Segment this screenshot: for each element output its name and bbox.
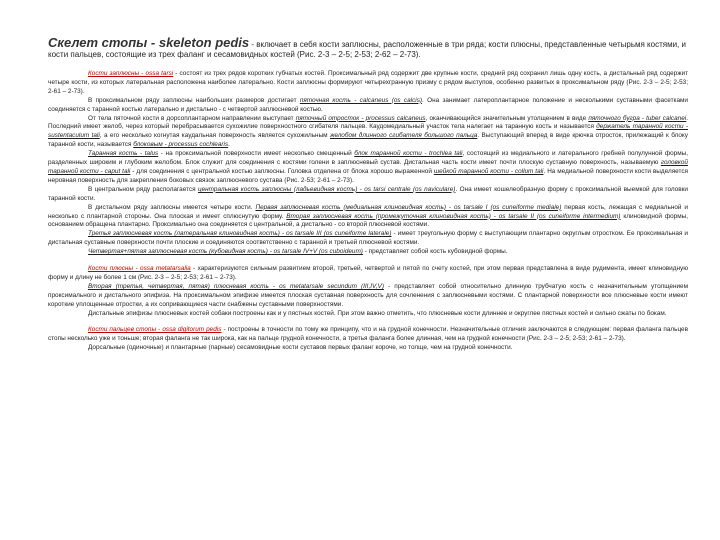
text-run: . На медиальной поверхности кости выделяется неровная поверхность для закрепления боковых связок заплюсневого сустава (Рис. 2-53; 2-61 – 2-73). <box>48 167 689 184</box>
title-heading: Скелет стопы - skeleton pedis <box>48 35 250 50</box>
text-run: - для соединения с центральной костью заплюсны. Головка отделена от блока хорошо выраженной <box>130 167 434 175</box>
text-run: первая кость, лежащая с медиальной и несколько с плантарной стороны. Она плоская и имеет сплюснутую форму. <box>48 203 688 220</box>
document-body <box>48 70 688 353</box>
paragraph-metatarsal-2-5 <box>48 283 688 310</box>
paragraph-calcaneus <box>48 97 688 115</box>
title-rest: - включает в себя кости заплюсны, расположенные в три ряда; кости плюсны, представленные четырьмя костями, и кости пальцев, состоящие из трех фаланг и сесамовидных костей (Рис. 2-3 – 2-5; 2-53; 2-62 – 2-73). <box>48 40 686 59</box>
term-processus-calcaneus: пяточный отросток - processus calcaneus <box>295 114 426 122</box>
paragraph-text: - построены в точности по тому же принципу, что и на грудной конечности. Незначительные отличия заключаются в следующем: первая фаланга пальцев стопы несколько уже и тоньше; вторая фаланга не так широка, как на пальце грудной конечности, а третья фаланга более длинная, чем на грудной конечности (Рис. 2-3 – 2-5; 2-53; 2-61 – 2-73). <box>48 326 689 343</box>
term-sustentaculum-tali: держатель таранной кости - sustentaculum tali <box>48 123 688 140</box>
term-talus: Таранная кость - talus <box>88 150 159 158</box>
term-os-tarsale-4-5: Четвертая+пятая заплюсневая кость (кубовидная кость) - os tarsale IV+V (os cuboideum) <box>88 248 363 256</box>
term-os-tarsale-2: Вторая заплюсневая кость (промежуточная клиновидная кость) - os tarsale II (os cuneiforme intermedium) <box>286 212 621 220</box>
term-ossa-tarsi: Кости заплюсны - ossa tarsi <box>88 70 174 77</box>
text-run: . Последний имеет желоб, через который перебрасывается сухожилие поверхностного сгибателя пальцев. Каудомедиальный участок тела налегает на таранную кость и называется <box>48 114 688 131</box>
term-flexor-groove: желобом длинного сгибателя большого пальца <box>329 132 478 140</box>
paragraph-text: - состоят из трех рядов коротких губчатых костей. Проксимальный ряд содержит две крупные кости, средний ряд сохранил лишь одну кость, а дистальный ряд содержит четыре кости, из которых латеральная расположена наиболее латерально. Кости заплюсны формируют четырехгранную призму с рядом выступов, особенно развитых в проксимальном ряду (Рис. 2-3 – 2-5; 2-53; 2-61 – 2-73). <box>48 70 688 95</box>
text-run: клиновидной формы, основанием обращена плантарно. Проксимально она соединяется с центральной, а дистально - со второй плюсневой костями. <box>48 212 688 229</box>
term-os-tarsale-3: Третья заплюсневая кость (латеральная клиновидная кость) - os tarsale III (os cuneiforme laterale) <box>88 230 392 238</box>
text-run: - представляет собой кость кубовидной формы. <box>362 248 508 256</box>
text-run: . Она занимает латероплантарное положение и несколькими суставными фасетками соединяется с таранной костью латерально и дистально - с четвертой заплюсневой костью. <box>48 96 688 113</box>
term-tuber-calcanei: пяточного бугра - tuber calcanei <box>588 114 687 122</box>
term-ossa-digitorum-pedis: Кости пальцев стопы - ossa digitorum pedis <box>88 326 222 334</box>
text-run: - на проксимальной поверхности имеет несколько смещенный <box>158 150 355 158</box>
text-run: . Она имеет кошелеобразную форму с проксимальной выемкой для головки таранной кости. <box>48 185 688 202</box>
text-run: От тела пяточной кости в дорсоплантарном направлении выступает <box>88 114 296 122</box>
term-collum-tali: шейкой таранной кости - collum tali <box>433 167 544 175</box>
term-processus-cochlearis: блоковым - processus cochlearis <box>133 141 229 149</box>
paragraph-distal-row <box>48 204 688 231</box>
text-run: , а его несколько когнутая каудальная поверхность является сухожильным <box>99 132 330 140</box>
paragraph-ossa-tarsi <box>48 70 688 97</box>
text-run: В центральном ряду располагается <box>88 185 198 193</box>
text-run: . <box>228 141 230 149</box>
text-run: , состоящий из медиального и латерального гребней полулунной формы, разделенных широким и глубоким желобом. Блок служит для соединения с костями голени в заплюсневый сустав. Дистальная часть кости имеет почти плоскую суставную поверхность, называемую <box>48 150 688 167</box>
term-os-metatarsale: Вторая (третья, четвертая, пятая) плюсневая кость - os metatarsale secundum (III,IV,V) <box>88 282 384 290</box>
text-run: . Выступающий вперед в виде крючка отросток, прилежащий к блоку таранной кости, называется <box>48 132 688 149</box>
term-os-tarsale-1: Первая заплюсневая кость (медиальная клиновидная кость) - os tarsale I (os cuneiforme mediale) <box>255 203 562 211</box>
text-run: - имеет треугольную форму с выступающим плантарно округлым отростком. Ее проксимальная и дистальная суставные поверхности почти плоские и соединяются соответственно с таранной и третьей плюсневой костями. <box>48 230 688 247</box>
text-run: - представляет собой относительно длинную трубчатую кость с незначительным утолщением проксимального и дистального эпифиза. На проксимальном эпифизе имеется плоская суставная поверхность для сочленения с заплюсневыми костями. С плантарной поверхности все плюсневые кости имеют короткие уплощенные отростки, а их сопривающиеся части снабжены суставными поверхностями. <box>48 282 689 308</box>
paragraph-metatarsal-epiphyses <box>48 310 688 319</box>
paragraph-text: - характеризуются сильным развитием второй, третьей, четвертой и пятой по счету костей, при этом первая представлена в виде рудимента, имеет клиновидную форму и длину не более 1 см (Рис. 2-3 – 2-5; 2-53; 2-61 – 2-73). <box>48 265 688 281</box>
paragraph-text: Дистальные эпифизы плюсневых костей собаки построены как и у пястных костей. При этом важно отметить, что плюсневые кости длиннее и округлее пястных костей и сильно сжаты по бокам. <box>88 309 667 317</box>
term-caput-tali: головкой таранной кости - caput tali <box>48 159 688 175</box>
text-run: , оканчивающийся значительным утолщением в виде <box>425 114 589 122</box>
paragraph-os-tarsi-centrale <box>48 186 688 204</box>
term-calcaneus: пяточная кость - calcaneus (os calcis) <box>299 96 423 104</box>
paragraph-processus-calcaneus <box>48 115 688 151</box>
term-ossa-metatarsalia: Кости плюсны - ossa metatarsalia <box>88 265 191 273</box>
paragraph-os-tarsale-3 <box>48 230 688 248</box>
text-run: В проксимальном ряду заплюсны наибольших размеров достигает <box>88 96 300 104</box>
paragraph-ossa-metatarsalia <box>48 265 688 283</box>
paragraph-ossa-digitorum-pedis <box>48 326 688 344</box>
paragraph-os-tarsale-4-5 <box>48 248 688 257</box>
text-run: В дистальном ряду заплюсны имеется четыре кости. <box>88 203 256 211</box>
paragraph-sesamoid-bones <box>48 344 688 353</box>
paragraph-talus <box>48 150 688 186</box>
paragraph-text: Дорсальные (одиночные) и плантарные (парные) сесамовидные кости суставов первых фаланг короче, но толще, чем на грудной конечности. <box>88 344 513 352</box>
document-title <box>48 35 688 60</box>
term-os-tarsi-centrale: центральная кость заплюсны (ладьевидная кость) - os tarsi centrale (os naviculare) <box>197 185 456 193</box>
term-trochlea-tali: блок таранной кости - trochlea tali <box>354 150 463 158</box>
